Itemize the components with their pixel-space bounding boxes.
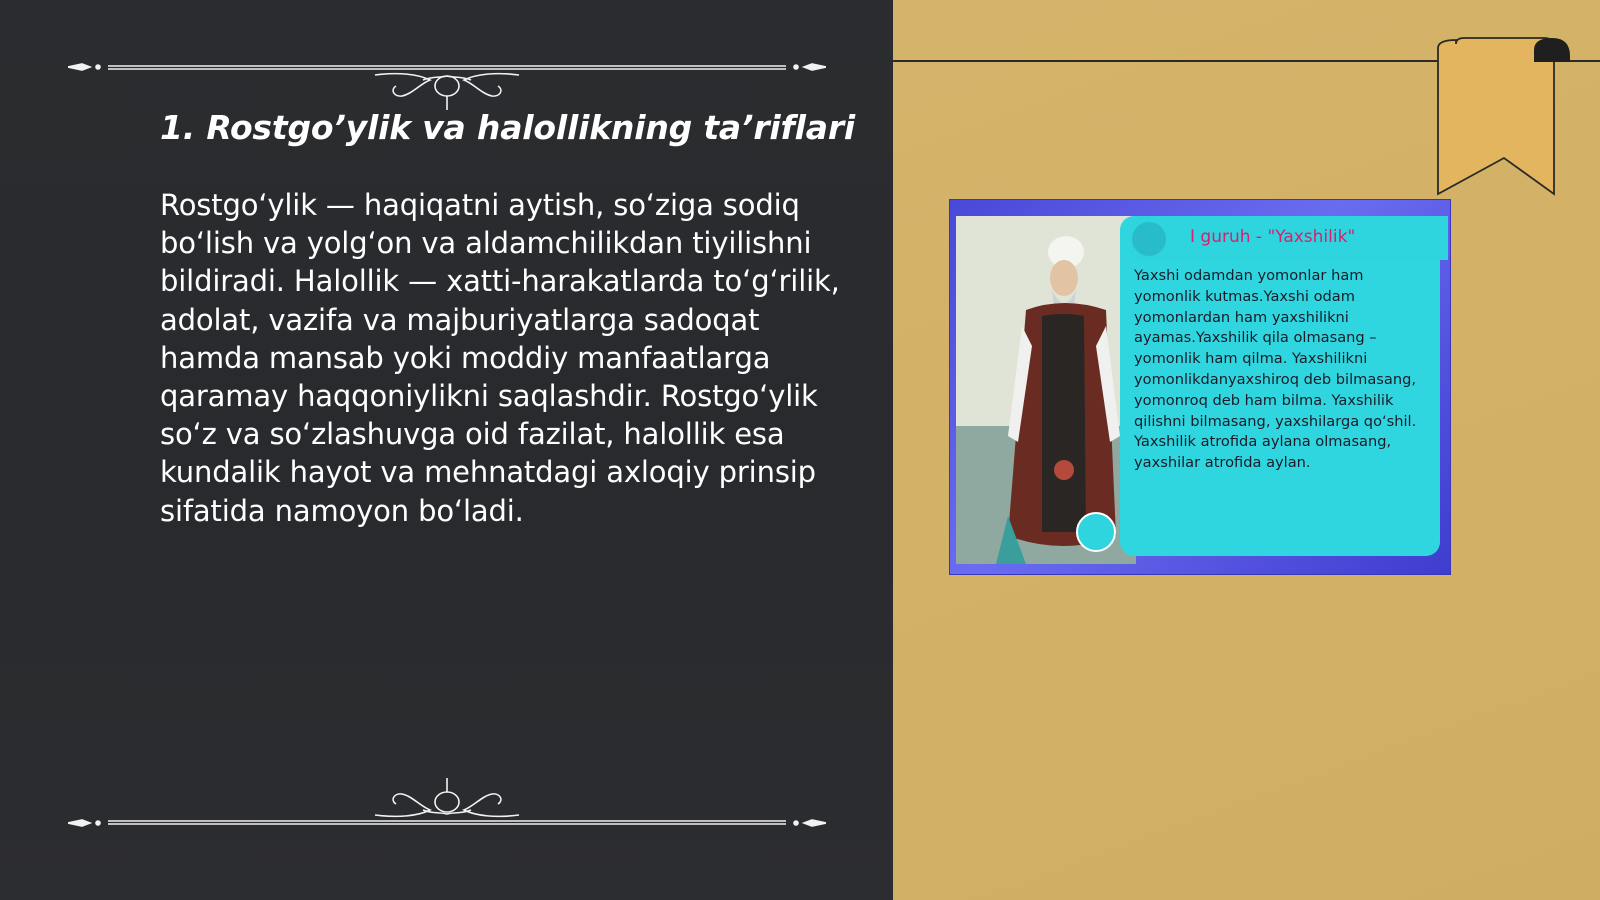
illustration-card xyxy=(950,200,1450,574)
slide-body-text: Rostgo‘ylik — haqiqatni aytish, so‘ziga sodiq bo‘lish va yolg‘on va aldamchilikdan tiyilishni bildiradi. Halollik — xatti-harakatlarda to‘g‘rilik, adolat, vazifa va majburiyatlarga sadoqat hamda mansab yoki moddiy manfaatlarga qaramay haqqoniylikni saqlashdir. Rostgo‘ylik so‘z va so‘zlashuvga oid fazilat, halollik esa kundalik hayot va mehnatdagi axloqiy prinsip sifatida namoyon bo‘ladi. xyxy=(160,188,840,528)
scroll-curl-top-icon xyxy=(1132,222,1166,256)
portrait-image xyxy=(956,216,1136,564)
card-text: Yaxshi odamdan yomonlar ham yomonlik kutmas.Yaxshi odam yomonlardan ham yaxshilikni ayamas.Yaxshilik qila olmasang – yomonlik ham qilma. Yaxshilikni yomonlikdanyaxshiroq deb bilmasang, yomonroq deb ham bilma. Yaxshilik qilishni bilmasang, yaxshilarga qo‘shil. Yaxshilik atrofida aylana olmasang, yaxshilar atrofida aylan. xyxy=(1134,267,1417,472)
bottom-ornament-divider xyxy=(68,776,826,836)
scroll-curl-bottom-icon xyxy=(1076,512,1116,552)
card-heading: I guruh - "Yaxshilik" xyxy=(1190,227,1356,247)
bookmark-ribbon-icon xyxy=(1430,34,1590,204)
top-ornament-divider xyxy=(68,50,826,110)
slide-title: 1. Rostgo’ylik va halollikning ta’riflari xyxy=(160,108,856,147)
